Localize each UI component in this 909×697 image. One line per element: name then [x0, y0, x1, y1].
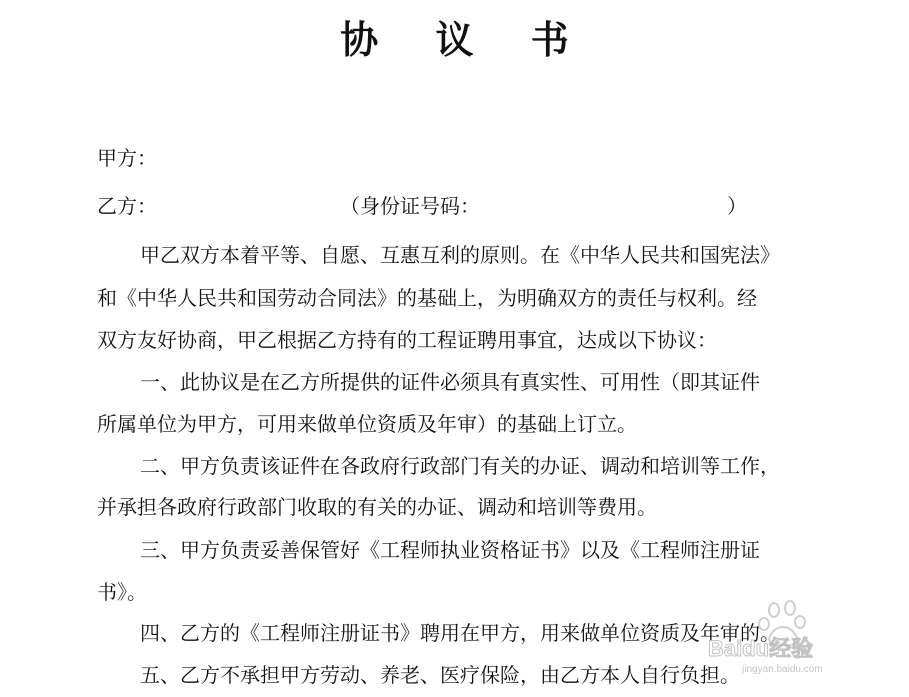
clause-1-line-1: 一、此协议是在乙方所提供的证件必须具有真实性、可用性（即其证件 [140, 370, 760, 394]
clause-2-line-1: 二、甲方负责该证件在各政府行政部门有关的办证、调动和培训等工作， [140, 454, 780, 478]
document-title: 协 议 书 [340, 17, 591, 62]
id-number-close: ） [727, 194, 747, 218]
svg-text:Baidu经验: Baidu经验 [708, 636, 814, 661]
clause-5-line: 五、乙方不承担甲方劳动、养老、医疗保险，由乙方本人自行负担。 [140, 663, 740, 687]
svg-text:jingyan.baidu.com: jingyan.baidu.com [742, 664, 823, 675]
clause-3-line-1: 三、甲方负责妥善保管好《工程师执业资格证书》以及《工程师注册证 [140, 538, 760, 562]
clause-3-line-2: 书》。 [97, 580, 147, 604]
id-number-label: （身份证号码： [340, 194, 480, 218]
clause-1-line-2: 所属单位为甲方，可用来做单位资质及年审）的基础上订立。 [97, 412, 637, 436]
clause-2-line-2: 并承担各政府行政部门收取的有关的办证、调动和培训等费用。 [97, 495, 657, 519]
clause-4-line: 四、乙方的《工程师注册证书》聘用在甲方，用来做单位资质及年审的。 [140, 621, 780, 645]
body-line-2: 和《中华人民共和国劳动合同法》的基础上，为明确双方的责任与权利。经 [97, 286, 757, 310]
body-line-1: 甲乙双方本着平等、自愿、互惠互利的原则。在《中华人民共和国宪法》 [140, 243, 780, 267]
body-line-3: 双方友好协商，甲乙根据乙方持有的工程证聘用事宜，达成以下协议： [97, 328, 717, 352]
party-b-label: 乙方： [97, 194, 157, 218]
party-a-label: 甲方： [97, 146, 157, 170]
